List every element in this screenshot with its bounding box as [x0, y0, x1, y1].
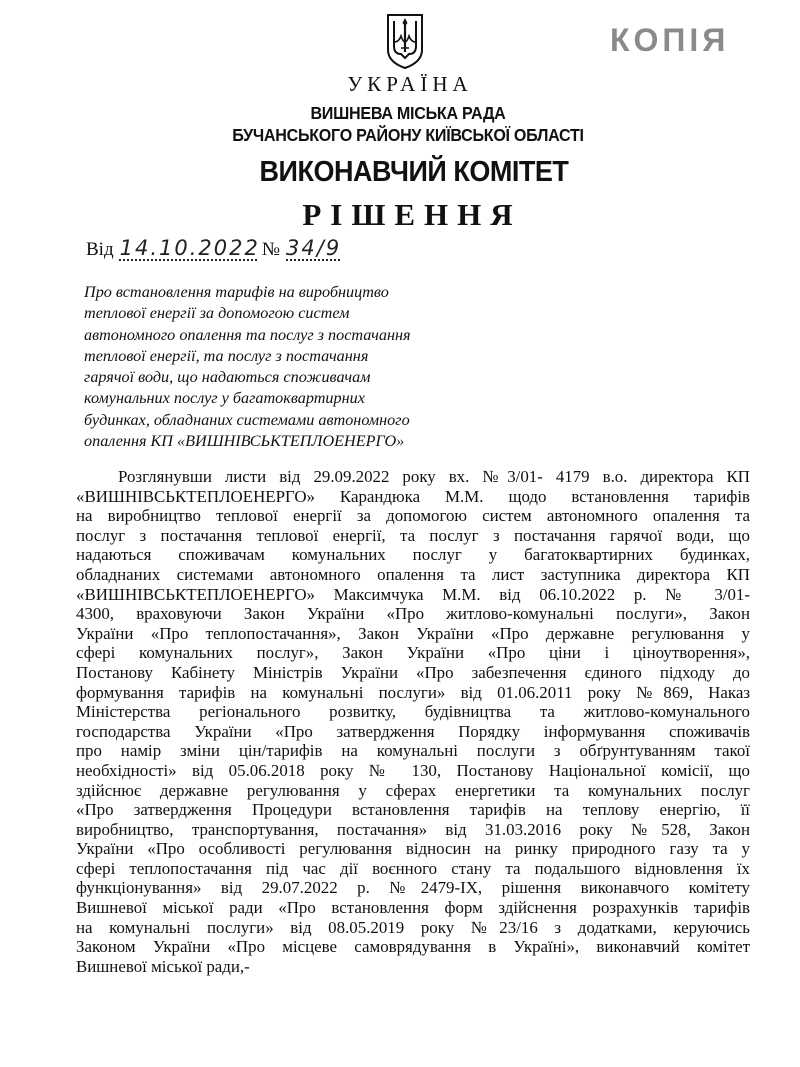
body-line: здійснює державне регулювання у сферах енергетики та комунальних послуг	[76, 780, 750, 800]
subject-line: будинках, обладнаних системами автономного	[84, 410, 410, 429]
body-line: «ВИШНІВСЬКТЕПЛОЕНЕРГО» Максимчука М.М. від 06.10.2022 р. № 3/01-	[76, 584, 750, 604]
subject-line: теплової енергії, та послуг з постачання	[84, 346, 369, 365]
body-line: Вишневої міської ради,-	[76, 956, 250, 976]
body-line: сфері комунальних послуг», Закон України «Про ціни і ціноутворення»,	[76, 643, 750, 663]
body-line: «Про затвердження Процедури встановлення тарифів на теплову енергію, її	[76, 800, 750, 820]
country-name: УКРАЇНА	[347, 72, 473, 96]
subject-line: комунальних послуг у багатоквартирних	[84, 389, 365, 408]
trident-emblem-icon	[385, 12, 425, 70]
body-line: надаються споживачам комунальних послуг у багатоквартирних будинках,	[76, 545, 750, 565]
date-prefix: Від	[86, 239, 114, 260]
subject-line: теплової енергії за допомогою систем	[84, 304, 350, 323]
number-prefix: №	[261, 239, 281, 260]
body-line: Вишневої міської ради «Про встановлення форм здійснення розрахунків тарифів	[76, 898, 750, 918]
document-type-title: РІШЕННЯ	[302, 197, 522, 232]
subject-line: гарячої води, що надаються споживачам	[84, 368, 371, 387]
body-line: необхідності» від 05.06.2018 року № 130, Постанову Національної комісії, що	[76, 760, 750, 780]
body-line: обладнаних системами автономного опалення та лист заступника директора КП	[76, 564, 750, 584]
council-name-line1: ВИШНЕВА МІСЬКА РАДА	[310, 103, 506, 123]
subject-line: автономного опалення та послуг з постачання	[84, 325, 411, 344]
handwritten-number: 34/9	[286, 236, 342, 260]
body-line: на комунальні послуги» від 08.05.2019 року №23/16 з додатками, керуючись	[76, 917, 750, 937]
body-line: Розглянувши листи від 29.09.2022 року вх. №3/01- 4179 в.о. директора КП	[118, 467, 750, 486]
body-line: формування тарифів на комунальні послуги» від 01.06.2011 року №869, Наказ	[76, 682, 750, 702]
body-line: України «Про теплопостачання», Закон України «Про державне регулювання у	[76, 623, 750, 643]
body-line: Законом України «Про місцеве самоврядування в Україні», виконавчий комітет	[76, 937, 750, 957]
body-line: на виробництво теплової енергії за допомогою систем автономного опалення та	[76, 506, 750, 526]
body-line: України «Про особливості регулювання відносин на ринку природного газу та у	[76, 839, 750, 859]
body-line: Постанову Кабінету Міністрів України «Про забезпечення єдиного підходу до	[76, 662, 750, 682]
body-line: Міністерства регіонального розвитку, будівництва та житлово-комунального	[76, 702, 750, 722]
copy-stamp: КОПІЯ	[610, 22, 730, 58]
council-name-line2: БУЧАНСЬКОГО РАЙОНУ КИЇВСЬКОЇ ОБЛАСТІ	[232, 125, 584, 145]
body-line: 4300, враховуючи Закон України «Про житлово-комунальні послуги», Закон	[76, 604, 750, 624]
committee-title: ВИКОНАВЧИЙ КОМІТЕТ	[259, 156, 569, 188]
body-line: послуг з постачання теплової енергії, та послуг з постачання гарячої води, що	[76, 525, 750, 545]
body-line: «ВИШНІВСЬКТЕПЛОЕНЕРГО» Карандюка М.М. щодо встановлення тарифів	[76, 486, 750, 506]
body-line: господарства України «Про затвердження Порядку інформування споживачів	[76, 721, 750, 741]
subject-line: опалення КП «ВИШНІВСЬКТЕПЛОЕНЕРГО»	[84, 432, 405, 451]
subject-line: Про встановлення тарифів на виробництво	[84, 283, 389, 301]
body-line: сфері теплопостачання під час дії воєнного стану та подальшого відновлення їх	[76, 858, 750, 878]
handwritten-date: 14.10.2022	[119, 236, 260, 260]
body-line: виробництво, транспортування, постачання» від 31.03.2016 року №528, Закон	[76, 819, 750, 839]
decision-body	[76, 467, 750, 976]
date-number-row	[86, 236, 341, 261]
body-line: про намір зміни цін/тарифів на комунальні послуги з обґрунтуванням такої	[76, 741, 750, 761]
decision-subject	[84, 282, 444, 452]
body-line: функціонування» від 29.07.2022 р. №2479-IX, рішення виконавчого комітету	[76, 878, 750, 898]
